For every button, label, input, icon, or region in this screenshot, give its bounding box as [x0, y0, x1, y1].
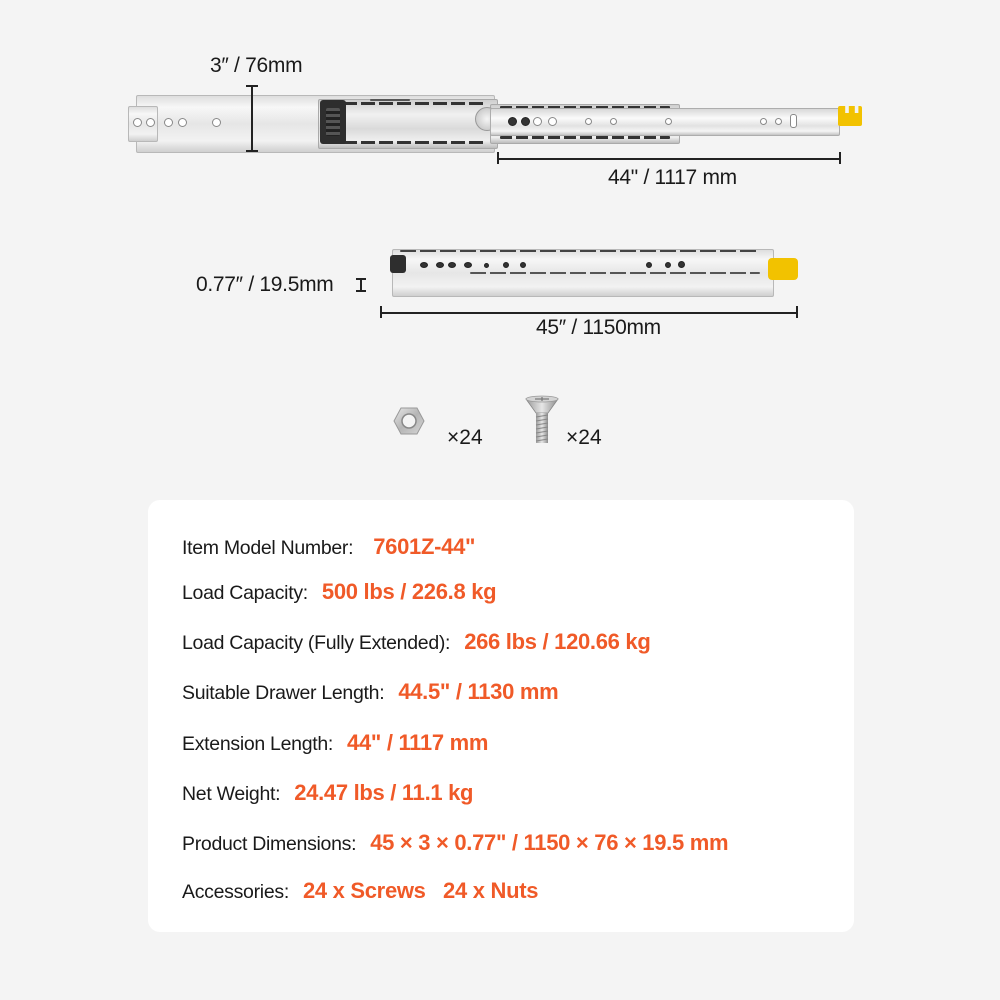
slide-hole [484, 263, 489, 268]
spec-row-product-dimensions [182, 830, 728, 856]
inner-hole [521, 117, 530, 126]
dimension-line [251, 85, 253, 151]
rail-slots [400, 250, 760, 252]
nut-count-label: ×24 [447, 426, 483, 449]
rail-slots [325, 141, 485, 144]
slide-hole [665, 262, 671, 268]
mount-hole [146, 118, 155, 127]
slide-hole [503, 262, 509, 268]
inner-slot [790, 114, 797, 128]
spec-label: Product Dimensions: [182, 833, 357, 855]
spec-label: Extension Length: [182, 733, 334, 755]
spec-row-net-weight [182, 780, 473, 806]
hex-nut-icon [393, 407, 425, 435]
rail-slots [325, 102, 485, 105]
dimension-tick [839, 152, 841, 164]
screw-icon [525, 395, 559, 447]
slide-hole [420, 262, 428, 268]
mount-hole [164, 118, 173, 127]
spec-label: Load Capacity: [182, 582, 308, 604]
spec-label: Suitable Drawer Length: [182, 682, 385, 704]
mount-hole [178, 118, 187, 127]
spec-value: 7601Z-44" [373, 534, 476, 559]
spec-value: 500 lbs / 226.8 kg [321, 579, 497, 604]
specifications-card [148, 500, 854, 932]
dimension-tick [380, 306, 382, 318]
inner-hole [760, 118, 767, 125]
inner-hole [665, 118, 672, 125]
dimension-line [497, 158, 841, 160]
inner-hole [610, 118, 617, 125]
spec-label: Net Weight: [182, 783, 281, 805]
spec-row-accessories [182, 878, 538, 904]
dimension-line [380, 312, 798, 314]
bearing-cage [390, 255, 406, 273]
spec-row-model-number [182, 534, 475, 560]
inner-hole [508, 117, 517, 126]
slide-hole [646, 262, 652, 268]
slide-hole [436, 262, 444, 268]
spec-value: 44" / 1117 mm [347, 730, 489, 755]
inner-hole [533, 117, 542, 126]
spec-label: Accessories: [182, 881, 289, 903]
spec-value: 44.5" / 1130 mm [398, 679, 559, 704]
mount-hole [212, 118, 221, 127]
spec-value: 24 x Screws 24 x Nuts [302, 878, 539, 903]
extension-dimension-label: 44" / 1117 mm [608, 166, 737, 189]
rail-slots [470, 272, 760, 274]
length-dimension-label: 45″ / 1150mm [536, 316, 661, 339]
mount-hole [133, 118, 142, 127]
slide-hole [464, 262, 472, 268]
spec-row-drawer-length [182, 679, 558, 705]
inner-hole [775, 118, 782, 125]
disconnect-clip [768, 258, 798, 280]
spec-label: Load Capacity (Fully Extended): [182, 632, 451, 654]
dimension-tick [796, 306, 798, 318]
spec-value: 266 lbs / 120.66 kg [464, 629, 651, 654]
bearing-cage-detail [326, 108, 340, 136]
spec-row-load-capacity [182, 579, 496, 605]
slide-hole [520, 262, 526, 268]
height-dimension-label: 3″ / 76mm [210, 54, 303, 77]
dimension-tick [246, 150, 258, 152]
spec-label: Item Model Number: [182, 537, 354, 559]
dimension-tick [246, 85, 258, 87]
rail-slots [500, 136, 670, 139]
spec-value: 24.47 lbs / 11.1 kg [294, 780, 474, 805]
slide-hole [678, 261, 685, 268]
thickness-bracket-icon [356, 278, 366, 292]
dimension-tick [497, 152, 499, 164]
spec-value: 45 × 3 × 0.77" / 1150 × 76 × 19.5 mm [370, 830, 729, 855]
thickness-dimension-label: 0.77″ / 19.5mm [196, 273, 334, 296]
inner-hole [548, 117, 557, 126]
screw-count-label: ×24 [566, 426, 602, 449]
rail-slot [370, 99, 410, 101]
spec-row-load-capacity-extended [182, 629, 651, 655]
inner-hole [585, 118, 592, 125]
spec-row-extension-length [182, 730, 488, 756]
disconnect-clip [838, 106, 862, 126]
slide-hole [448, 262, 456, 268]
